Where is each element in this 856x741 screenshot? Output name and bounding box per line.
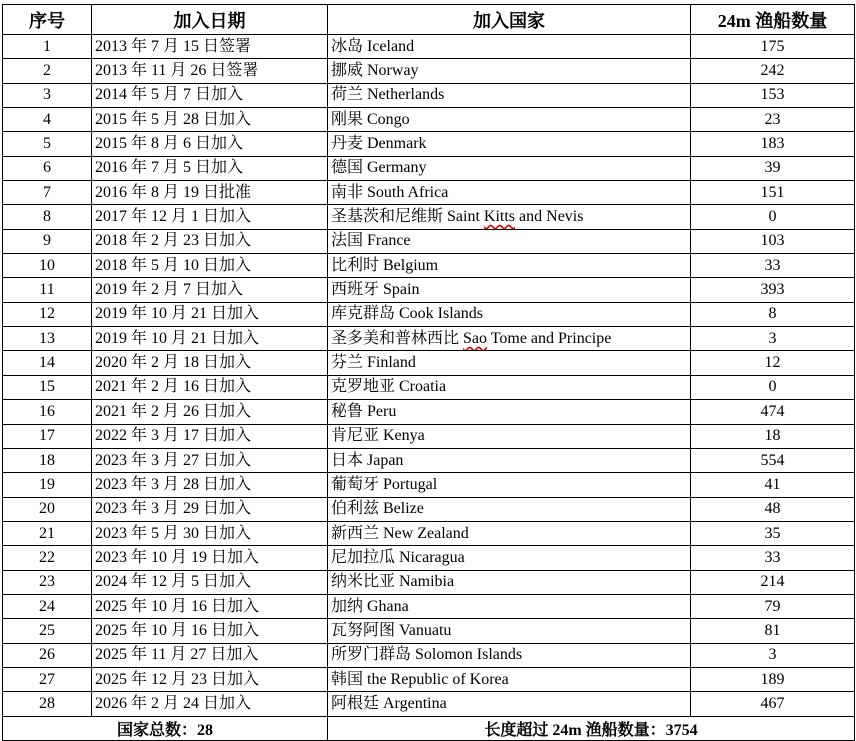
row-date: 2025 年 10 月 16 日加入	[92, 619, 328, 643]
row-country: 荷兰 Netherlands	[328, 83, 691, 107]
country-text: 圣多美和普林西比	[331, 329, 464, 347]
row-index: 7	[3, 181, 92, 205]
row-index: 23	[3, 570, 92, 594]
row-index: 3	[3, 83, 92, 107]
table-row	[3, 473, 855, 497]
row-index: 25	[3, 619, 92, 643]
row-country: 尼加拉瓜 Nicaragua	[328, 546, 691, 570]
row-country: 加纳 Ghana	[328, 594, 691, 618]
row-vessels: 183	[691, 132, 855, 156]
table-row	[3, 278, 855, 302]
row-vessels: 3	[691, 643, 855, 667]
row-date: 2017 年 12 月 1 日加入	[92, 205, 328, 229]
table-row	[3, 570, 855, 594]
row-country: 冰岛 Iceland	[328, 35, 691, 59]
row-date: 2019 年 10 月 21 日加入	[92, 327, 328, 351]
vessel-total: 长度超过 24m 渔船数量：3754	[328, 716, 855, 740]
table-row	[3, 521, 855, 545]
row-date: 2022 年 3 月 17 日加入	[92, 424, 328, 448]
header-date: 加入日期	[92, 5, 328, 35]
table-row	[3, 667, 855, 691]
row-index: 24	[3, 594, 92, 618]
table-row	[3, 83, 855, 107]
row-country: 比利时 Belgium	[328, 254, 691, 278]
row-index: 22	[3, 546, 92, 570]
table-row	[3, 181, 855, 205]
table-row	[3, 132, 855, 156]
row-index: 6	[3, 156, 92, 180]
row-date: 2025 年 10 月 16 日加入	[92, 594, 328, 618]
table-row	[3, 59, 855, 83]
row-vessels: 23	[691, 108, 855, 132]
table-row	[3, 327, 855, 351]
row-index: 5	[3, 132, 92, 156]
row-date: 2016 年 7 月 5 日加入	[92, 156, 328, 180]
row-date: 2025 年 11 月 27 日加入	[92, 643, 328, 667]
row-country: 纳米比亚 Namibia	[328, 570, 691, 594]
row-country: 新西兰 New Zealand	[328, 521, 691, 545]
table-row	[3, 351, 855, 375]
row-index: 28	[3, 692, 92, 716]
table-row	[3, 424, 855, 448]
row-vessels: 554	[691, 448, 855, 472]
row-country: 瓦努阿图 Vanuatu	[328, 619, 691, 643]
row-date: 2025 年 12 月 23 日加入	[92, 667, 328, 691]
row-vessels: 48	[691, 497, 855, 521]
spellcheck-flag: Kitts	[483, 208, 516, 226]
row-vessels: 474	[691, 400, 855, 424]
country-text: 圣基茨和尼维斯 Saint	[331, 208, 484, 226]
row-vessels: 393	[691, 278, 855, 302]
row-index: 16	[3, 400, 92, 424]
row-date: 2023 年 5 月 30 日加入	[92, 521, 328, 545]
row-index: 13	[3, 327, 92, 351]
summary-row	[3, 716, 855, 740]
row-country: 芬兰 Finland	[328, 351, 691, 375]
row-country	[328, 205, 691, 229]
row-country: 克罗地亚 Croatia	[328, 375, 691, 399]
row-country: 所罗门群岛 Solomon Islands	[328, 643, 691, 667]
row-vessels: 79	[691, 594, 855, 618]
row-vessels: 103	[691, 229, 855, 253]
row-date: 2021 年 2 月 26 日加入	[92, 400, 328, 424]
row-index: 21	[3, 521, 92, 545]
row-date: 2013 年 11 月 26 日签署	[92, 59, 328, 83]
row-vessels: 151	[691, 181, 855, 205]
row-vessels: 0	[691, 205, 855, 229]
row-index: 1	[3, 35, 92, 59]
row-country: 日本 Japan	[328, 448, 691, 472]
row-date: 2020 年 2 月 18 日加入	[92, 351, 328, 375]
table-row	[3, 594, 855, 618]
row-date: 2023 年 3 月 27 日加入	[92, 448, 328, 472]
row-index: 11	[3, 278, 92, 302]
table-body	[3, 35, 855, 717]
row-vessels: 153	[691, 83, 855, 107]
row-date: 2024 年 12 月 5 日加入	[92, 570, 328, 594]
row-date: 2018 年 5 月 10 日加入	[92, 254, 328, 278]
row-country: 伯利兹 Belize	[328, 497, 691, 521]
row-index: 14	[3, 351, 92, 375]
row-vessels: 175	[691, 35, 855, 59]
table-row	[3, 692, 855, 716]
row-vessels: 81	[691, 619, 855, 643]
row-date: 2015 年 8 月 6 日加入	[92, 132, 328, 156]
row-date: 2023 年 10 月 19 日加入	[92, 546, 328, 570]
row-country: 挪威 Norway	[328, 59, 691, 83]
row-date: 2019 年 10 月 21 日加入	[92, 302, 328, 326]
row-index: 19	[3, 473, 92, 497]
row-date: 2021 年 2 月 16 日加入	[92, 375, 328, 399]
row-vessels: 8	[691, 302, 855, 326]
table-row	[3, 254, 855, 278]
row-date: 2013 年 7 月 15 日签署	[92, 35, 328, 59]
row-country: 葡萄牙 Portugal	[328, 473, 691, 497]
row-date: 2016 年 8 月 19 日批准	[92, 181, 328, 205]
country-text: and Nevis	[515, 208, 584, 226]
row-vessels: 35	[691, 521, 855, 545]
row-country	[328, 327, 691, 351]
row-vessels: 33	[691, 546, 855, 570]
table-row	[3, 375, 855, 399]
row-index: 9	[3, 229, 92, 253]
country-text: Tome and Principe	[487, 329, 612, 347]
row-vessels: 467	[691, 692, 855, 716]
table-row	[3, 302, 855, 326]
row-country: 法国 France	[328, 229, 691, 253]
accession-table	[2, 4, 855, 741]
table-row	[3, 205, 855, 229]
header-row	[3, 5, 855, 35]
row-vessels: 18	[691, 424, 855, 448]
table-row	[3, 448, 855, 472]
header-index: 序号	[3, 5, 92, 35]
row-index: 8	[3, 205, 92, 229]
country-total: 国家总数：28	[3, 716, 328, 740]
table-row	[3, 108, 855, 132]
table-row	[3, 35, 855, 59]
row-country: 肯尼亚 Kenya	[328, 424, 691, 448]
table-row	[3, 643, 855, 667]
row-date: 2015 年 5 月 28 日加入	[92, 108, 328, 132]
row-country: 丹麦 Denmark	[328, 132, 691, 156]
row-index: 20	[3, 497, 92, 521]
spellcheck-flag: Sao	[463, 329, 488, 347]
row-vessels: 39	[691, 156, 855, 180]
row-country: 韩国 the Republic of Korea	[328, 667, 691, 691]
table-row	[3, 497, 855, 521]
row-date: 2019 年 2 月 7 日加入	[92, 278, 328, 302]
row-vessels: 33	[691, 254, 855, 278]
row-vessels: 242	[691, 59, 855, 83]
row-index: 2	[3, 59, 92, 83]
row-country: 西班牙 Spain	[328, 278, 691, 302]
row-country: 南非 South Africa	[328, 181, 691, 205]
row-date: 2014 年 5 月 7 日加入	[92, 83, 328, 107]
row-vessels: 3	[691, 327, 855, 351]
row-vessels: 41	[691, 473, 855, 497]
row-date: 2026 年 2 月 24 日加入	[92, 692, 328, 716]
row-vessels: 12	[691, 351, 855, 375]
row-country: 阿根廷 Argentina	[328, 692, 691, 716]
row-vessels: 0	[691, 375, 855, 399]
row-vessels: 189	[691, 667, 855, 691]
row-index: 15	[3, 375, 92, 399]
table-row	[3, 546, 855, 570]
row-index: 18	[3, 448, 92, 472]
header-vessels: 24m 渔船数量	[691, 5, 855, 35]
row-index: 17	[3, 424, 92, 448]
row-index: 4	[3, 108, 92, 132]
row-vessels: 214	[691, 570, 855, 594]
table-row	[3, 619, 855, 643]
row-date: 2023 年 3 月 29 日加入	[92, 497, 328, 521]
row-country: 秘鲁 Peru	[328, 400, 691, 424]
row-index: 10	[3, 254, 92, 278]
row-index: 12	[3, 302, 92, 326]
table-row	[3, 229, 855, 253]
row-country: 刚果 Congo	[328, 108, 691, 132]
table-row	[3, 156, 855, 180]
row-index: 27	[3, 667, 92, 691]
row-date: 2018 年 2 月 23 日加入	[92, 229, 328, 253]
row-country: 德国 Germany	[328, 156, 691, 180]
table-row	[3, 400, 855, 424]
row-index: 26	[3, 643, 92, 667]
header-country: 加入国家	[328, 5, 691, 35]
row-country: 库克群岛 Cook Islands	[328, 302, 691, 326]
row-date: 2023 年 3 月 28 日加入	[92, 473, 328, 497]
